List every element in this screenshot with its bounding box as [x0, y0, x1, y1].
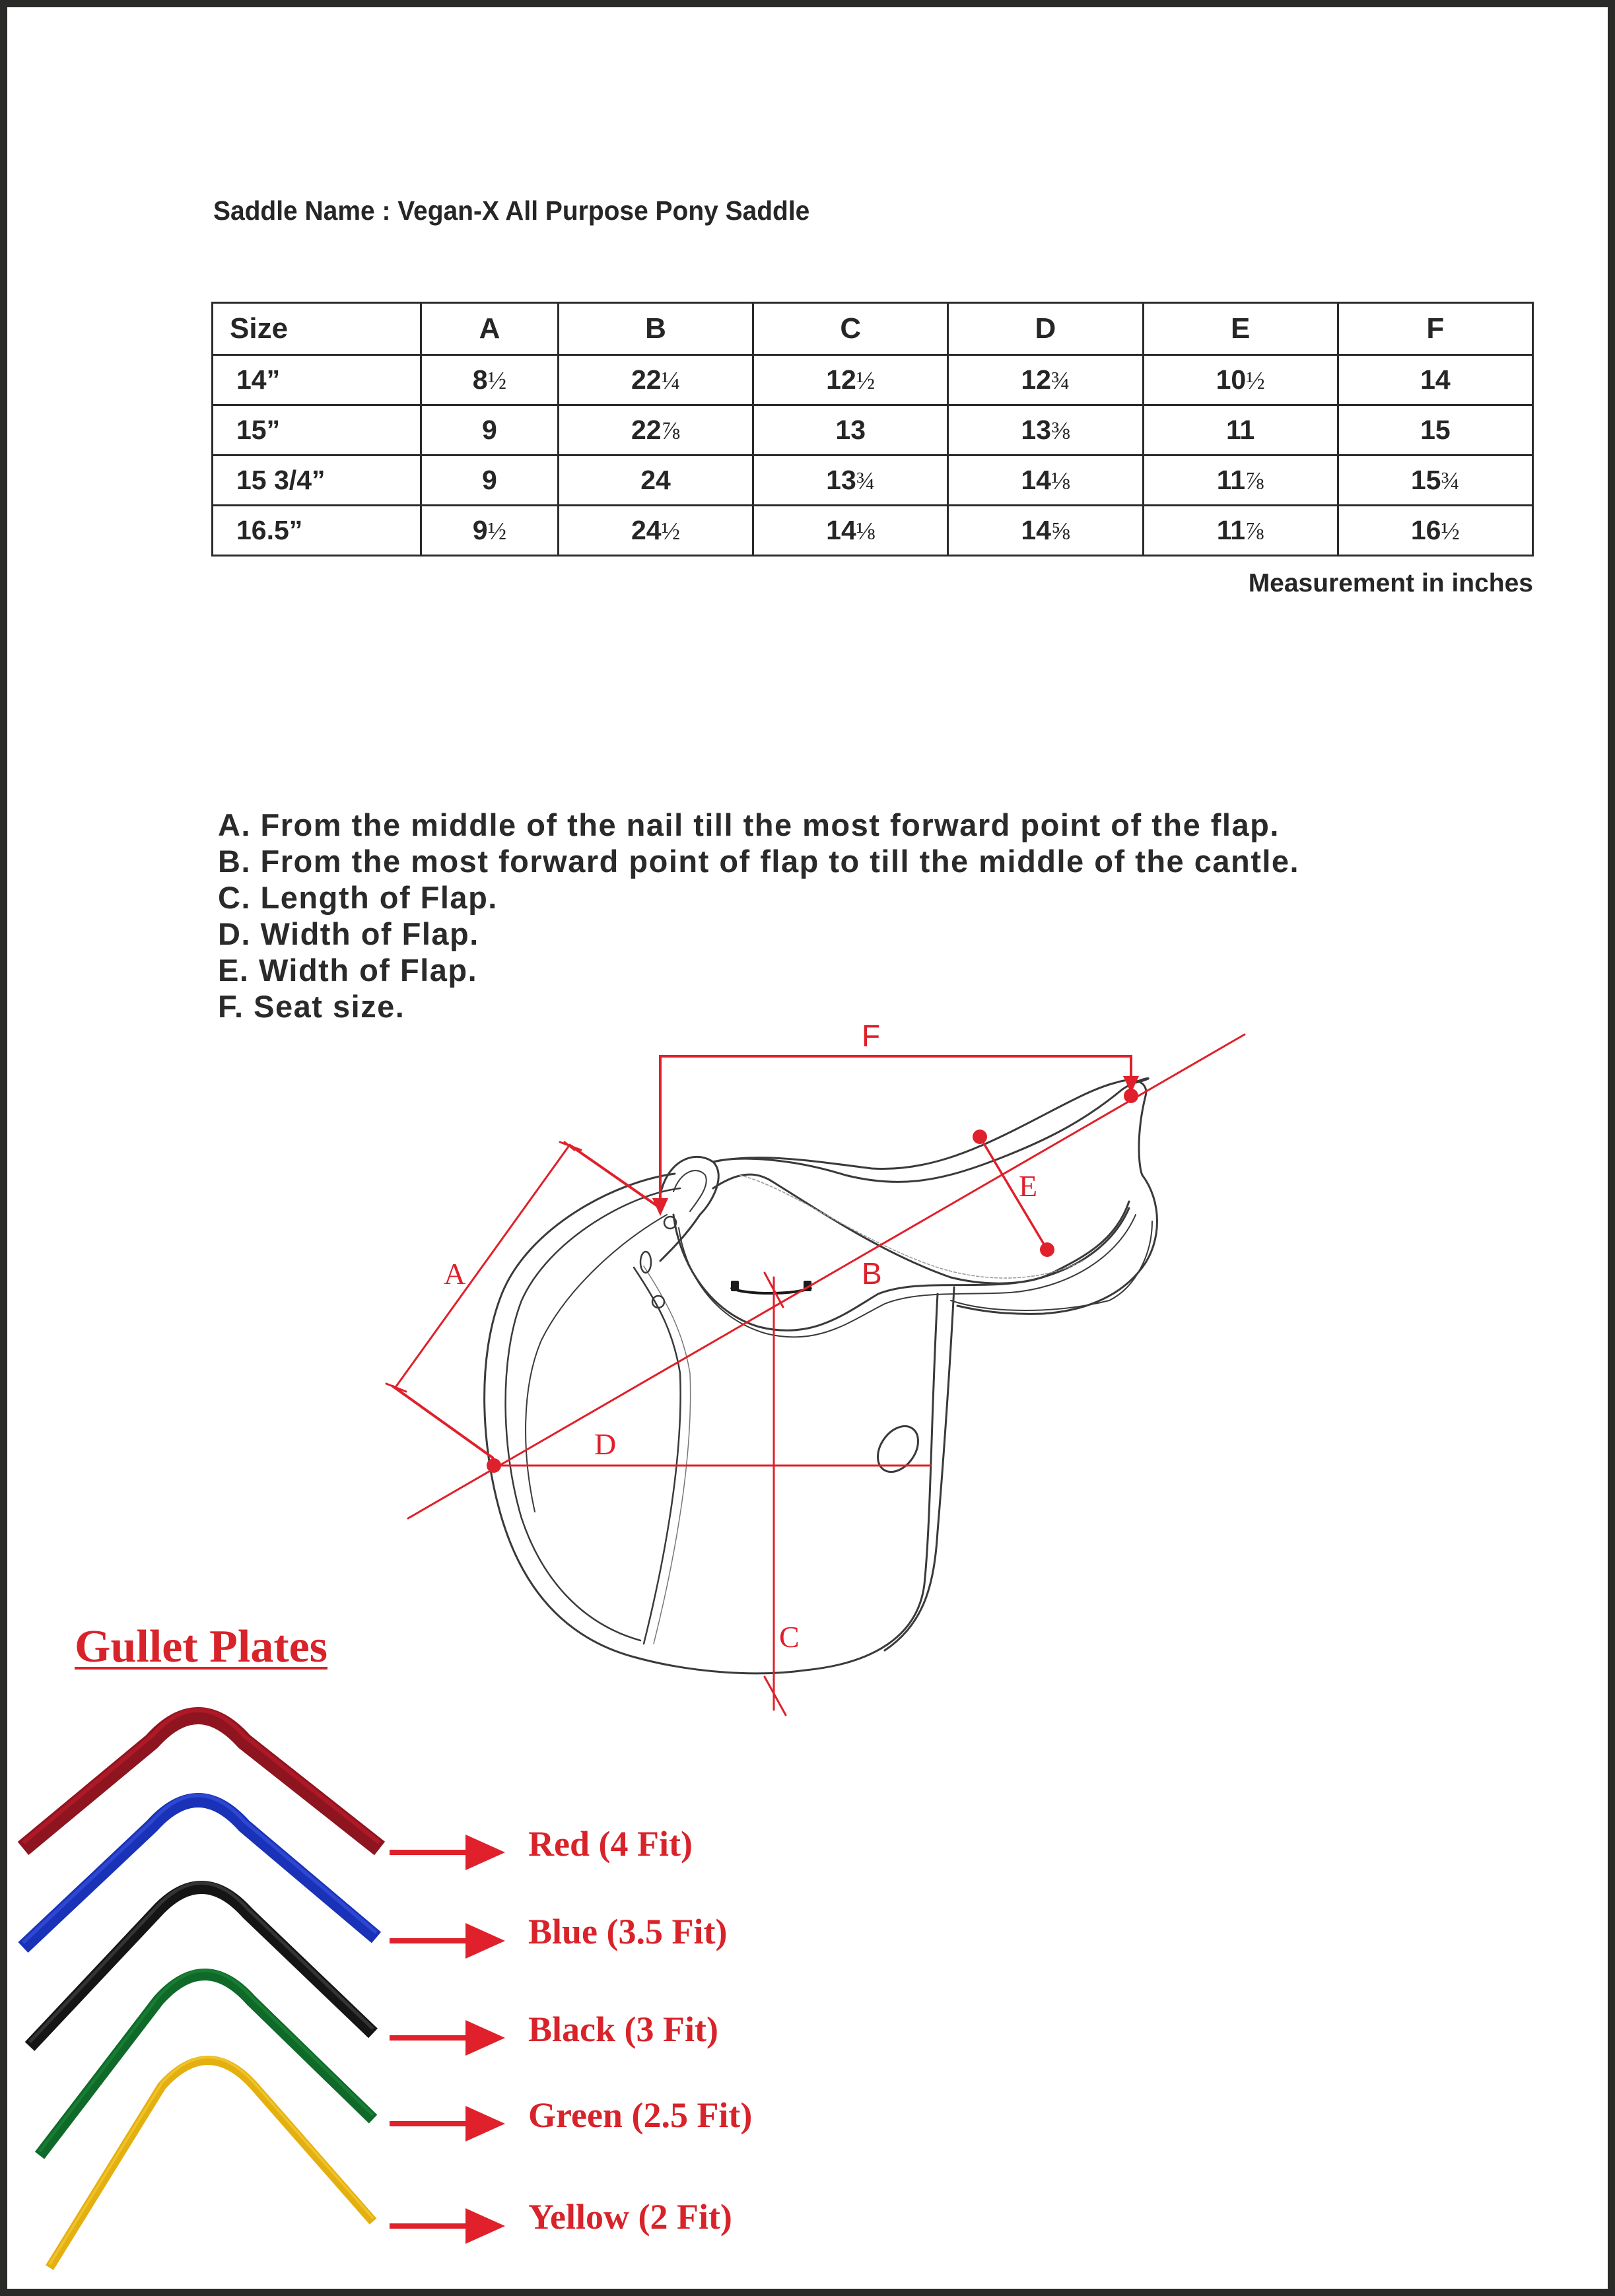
- saddle-flap-front-inner2: [526, 1215, 667, 1512]
- header-e: E: [1143, 303, 1338, 355]
- arrow-right-icon: [465, 2106, 505, 2142]
- cell-size: 15”: [213, 405, 421, 456]
- arrow-right-icon: [465, 2020, 505, 2056]
- legend-item-c: C. Length of Flap.: [218, 880, 498, 915]
- cell-whole: 13: [835, 415, 866, 445]
- legend-item-a: A. From the middle of the nail till the most forward point of the flap.: [218, 807, 1280, 842]
- line-a-top-connector: [571, 1146, 660, 1208]
- saddle-name-title: Saddle Name : Vegan-X All Purpose Pony Saddle: [213, 195, 810, 226]
- point-e-bottom: [1040, 1242, 1054, 1257]
- header-f: F: [1338, 303, 1532, 355]
- cell-whole: 12: [826, 364, 856, 395]
- label-c: C: [779, 1620, 800, 1654]
- saddle-seat-inner: [713, 1174, 1129, 1283]
- cell-whole: 11: [1216, 465, 1246, 495]
- gullet-plate-blue: [23, 1800, 376, 1947]
- saddle-flap-front-outer: [485, 1174, 938, 1673]
- arrow-f-left: [652, 1198, 668, 1216]
- point-e-top: [973, 1130, 987, 1144]
- cell-size: 16.5”: [213, 506, 421, 556]
- saddle-flap-oval: [870, 1419, 926, 1479]
- cell-fraction: ⅞: [1245, 467, 1264, 495]
- cell-whole: 14: [826, 515, 856, 545]
- cell-whole: 24: [631, 515, 662, 545]
- cell-whole: 11: [1216, 515, 1246, 545]
- cell-fraction: ⅛: [856, 518, 876, 545]
- cell-fraction: ⅝: [1050, 518, 1070, 545]
- label-f: F: [862, 1019, 881, 1053]
- cell-whole: 13: [826, 465, 856, 495]
- cell-fraction: ½: [1441, 518, 1460, 545]
- gullet-plate-label: Blue (3.5 Fit): [528, 1912, 728, 1951]
- gullet-plate-black: [30, 1887, 373, 2046]
- cell-whole: 15: [1410, 465, 1441, 495]
- saddle-knee-roll-inner: [644, 1266, 691, 1644]
- gullet-plate-label: Green (2.5 Fit): [528, 2095, 753, 2135]
- cell-whole: 13: [1021, 415, 1051, 445]
- cell-fraction: ⅞: [661, 417, 681, 445]
- cell-whole: 24: [640, 465, 671, 495]
- label-d: D: [594, 1427, 617, 1461]
- gullet-plate-label: Yellow (2 Fit): [528, 2197, 732, 2237]
- gullet-plate-highlight: [30, 1883, 373, 2042]
- cell-fraction: ⅞: [1245, 518, 1264, 545]
- cell-whole: 8: [472, 364, 488, 395]
- label-a: A: [444, 1257, 466, 1291]
- measurement-overlay: [386, 1034, 1245, 1715]
- gullet-plate-highlight: [23, 1710, 380, 1842]
- cell-whole: 9: [472, 515, 488, 545]
- label-b: B: [862, 1256, 882, 1291]
- legend-item-f: F. Seat size.: [218, 989, 405, 1024]
- cell-fraction: ⅜: [1050, 417, 1070, 445]
- saddle-outline: [485, 1078, 1157, 1673]
- gullet-plates: [23, 1710, 380, 2268]
- cell-fraction: ½: [661, 518, 681, 545]
- legend-item-b: B. From the most forward point of flap to till the middle of the cantle.: [218, 844, 1300, 879]
- header-a: A: [421, 303, 559, 355]
- header-c: C: [753, 303, 948, 355]
- cell-fraction: ⅛: [1050, 467, 1070, 495]
- header-b: B: [558, 303, 753, 355]
- cell-whole: 16: [1410, 515, 1441, 545]
- gullet-plate-highlight: [23, 1796, 376, 1943]
- cell-whole: 22: [631, 364, 662, 395]
- header-d: D: [948, 303, 1143, 355]
- measurement-labels: [444, 1019, 1037, 1654]
- saddle-seat-lower2: [679, 1215, 1136, 1337]
- line-c-tick-bottom: [765, 1677, 786, 1715]
- gullet-plate-label: Black (3 Fit): [528, 2009, 718, 2049]
- cell-whole: 9: [482, 465, 497, 495]
- cell-whole: 14: [1021, 515, 1051, 545]
- cell-whole: 12: [1021, 364, 1051, 395]
- cell-whole: 9: [482, 415, 497, 445]
- arrow-right-icon: [465, 2208, 505, 2244]
- gullet-plates-title: Gullet Plates: [75, 1621, 327, 1672]
- label-e: E: [1019, 1169, 1038, 1203]
- arrow-right-icon: [465, 1835, 505, 1870]
- legend-item-e: E. Width of Flap.: [218, 953, 478, 988]
- cell-fraction: ¼: [661, 367, 681, 395]
- cell-size: 15 3/4”: [213, 456, 421, 506]
- cell-fraction: ½: [1246, 367, 1265, 395]
- cell-whole: 10: [1216, 364, 1247, 395]
- saddle-flap-front-inner: [506, 1188, 680, 1640]
- arrow-right-icon: [465, 1923, 505, 1959]
- gullet-plate-red: [23, 1716, 380, 1848]
- line-b-diagonal: [408, 1034, 1245, 1518]
- cell-whole: 22: [631, 415, 662, 445]
- cell-fraction: ½: [487, 518, 507, 545]
- point-cantle: [1124, 1089, 1138, 1103]
- gullet-plate-label: Red (4 Fit): [528, 1824, 693, 1864]
- cell-fraction: ½: [856, 367, 876, 395]
- cell-fraction: ½: [487, 367, 507, 395]
- cell-size: 14”: [213, 355, 421, 405]
- saddle-panel-back: [951, 1221, 1152, 1310]
- line-a-bottom-connector: [393, 1386, 493, 1458]
- header-size: Size: [213, 303, 421, 355]
- line-f-bracket: [660, 1056, 1131, 1208]
- cell-whole: 14: [1021, 465, 1051, 495]
- cell-whole: 11: [1225, 415, 1255, 445]
- cell-whole: 14: [1420, 364, 1451, 395]
- cell-fraction: ¾: [1441, 467, 1460, 495]
- cell-fraction: ¾: [1050, 367, 1070, 395]
- saddle-pommel-inner: [673, 1170, 706, 1211]
- saddle-seat-top: [713, 1078, 1148, 1182]
- cell-fraction: ¾: [856, 467, 876, 495]
- saddle-flap-back: [885, 1287, 954, 1650]
- gullet-arrows: [390, 1835, 505, 2244]
- cell-whole: 15: [1420, 415, 1451, 445]
- legend-item-d: D. Width of Flap.: [218, 916, 479, 951]
- point-d-start: [487, 1458, 501, 1473]
- measurement-unit-note: Measurement in inches: [1248, 569, 1533, 597]
- saddle-knee-roll: [634, 1267, 681, 1644]
